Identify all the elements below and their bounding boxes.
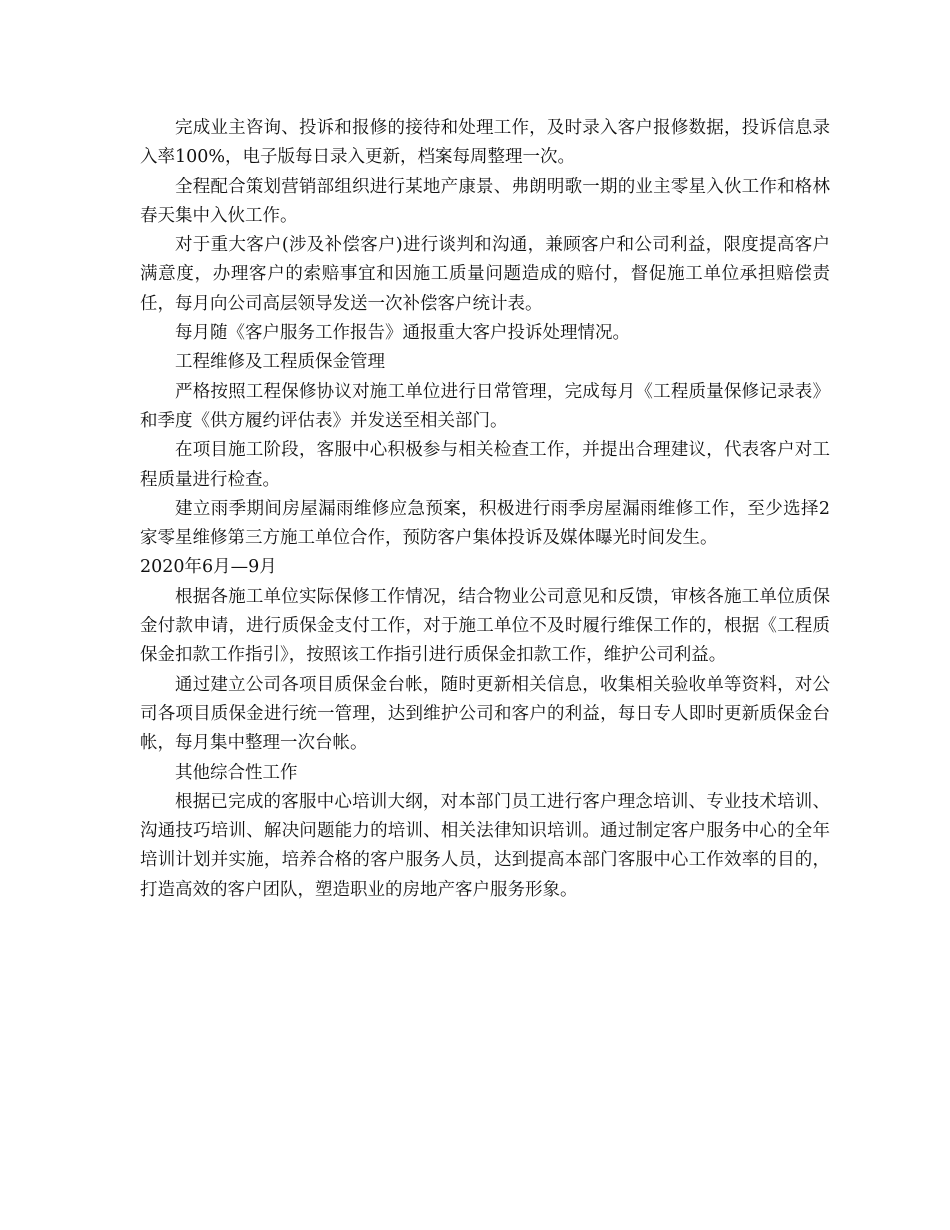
paragraph-monthly-report: 每月随《客户服务工作报告》通报重大客户投诉处理情况。 [175, 323, 630, 344]
paragraph-move-in-work: 全程配合策划营销部组织进行某地产康景、弗朗明歌一期的业主零星入伙工作和格林春天集中入伙工作。 [140, 176, 830, 226]
paragraph-major-clients: 对于重大客户(涉及补偿客户)进行谈判和沟通，兼顾客户和公司利益，限度提高客户满意度，办理客户的索赔事宜和因施工质量问题造成的赔付，督促施工单位承担赔偿责任，每月向公司高层领导发送一次补偿客户统计表。 [140, 235, 830, 314]
paragraph-rain-season-plan: 建立雨季期间房屋漏雨维修应急预案，积极进行雨季房屋漏雨维修工作，至少选择2家零星维修第三方施工单位合作，预防客户集体投诉及媒体曝光时间发生。 [140, 498, 830, 549]
paragraph-deposit-ledger: 通过建立公司各项目质保金台帐，随时更新相关信息，收集相关验收单等资料，对公司各项目质保金进行统一管理，达到维护公司和客户的利益，每日专人即时更新质保金台帐，每月集中整理一次台帐。 [140, 674, 830, 754]
paragraph-training: 根据已完成的客服中心培训大纲，对本部门员工进行客户理念培训、专业技术培训、沟通技巧培训、解决问题能力的培训、相关法律知识培训。通过制定客户服务中心的全年培训计划并实施，培养合格的客户服务人员，达到提高本部门客服中心工作效率的目的，打造高效的客户团队，塑造职业的房地产客户服务形象。 [140, 791, 830, 900]
paragraph-deposit-payment: 根据各施工单位实际保修工作情况，结合物业公司意见和反馈，审核各施工单位质保金付款申请，进行质保金支付工作，对于施工单位不及时履行维保工作的，根据《工程质保金扣款工作指引》，按照该工作指引进行质保金扣款工作，维护公司利益。 [140, 586, 830, 666]
paragraph-complaint-handling: 完成业主咨询、投诉和报修的接待和处理工作，及时录入客户报修数据，投诉信息录入率100%，电子版每日录入更新，档案每周整理一次。 [140, 118, 830, 168]
paragraph-date-range: 2020年6月—9月 [140, 557, 277, 578]
document-page [140, 114, 830, 905]
paragraph-warranty-management: 严格按照工程保修协议对施工单位进行日常管理，完成每月《工程质量保修记录表》和季度《供方履约评估表》并发送至相关部门。 [140, 381, 830, 431]
paragraph-construction-inspection: 在项目施工阶段，客服中心积极参与相关检查工作，并提出合理建议，代表客户对工程质量进行检查。 [140, 440, 830, 490]
section-heading-engineering: 工程维修及工程质保金管理 [175, 352, 385, 373]
section-heading-other: 其他综合性工作 [175, 762, 298, 783]
